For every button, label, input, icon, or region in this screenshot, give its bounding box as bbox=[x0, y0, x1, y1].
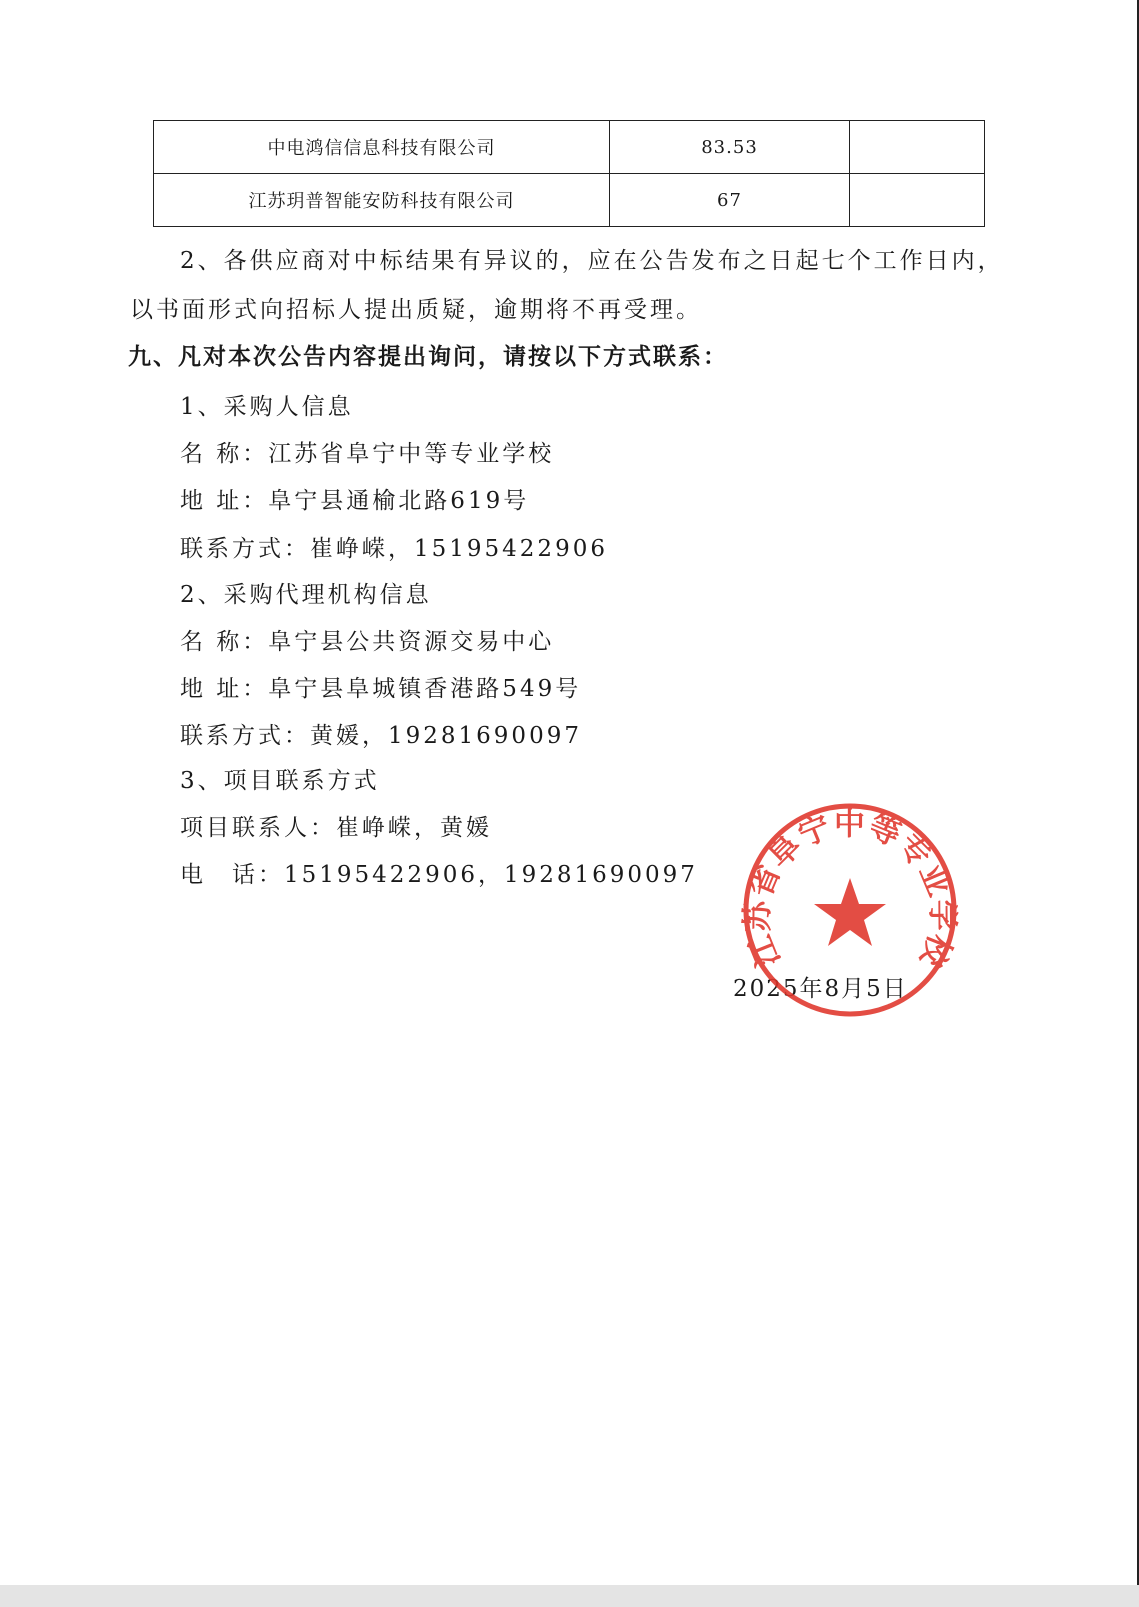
buyer-title: 1、采购人信息 bbox=[180, 394, 354, 420]
page-bottom-margin bbox=[0, 1585, 1139, 1607]
project-title: 3、项目联系方式 bbox=[180, 768, 380, 794]
svg-text:江苏省阜宁中等专业学校: 江苏省阜宁中等专业学校 bbox=[740, 806, 960, 973]
objection-paragraph-line2: 以书面形式向招标人提出质疑，逾期将不再受理。 bbox=[130, 297, 702, 323]
note-cell bbox=[850, 121, 985, 174]
note-cell bbox=[850, 174, 985, 227]
agency-contact: 联系方式：黄媛，19281690097 bbox=[180, 723, 582, 749]
score-cell: 67 bbox=[610, 174, 850, 227]
project-phone: 电 话：15195422906，19281690097 bbox=[180, 862, 698, 888]
agency-title: 2、采购代理机构信息 bbox=[180, 582, 432, 608]
score-cell: 83.53 bbox=[610, 121, 850, 174]
buyer-address: 地 址：阜宁县通榆北路619号 bbox=[180, 488, 530, 514]
buyer-contact: 联系方式：崔峥嵘，15195422906 bbox=[180, 536, 608, 562]
company-cell: 江苏玥普智能安防科技有限公司 bbox=[154, 174, 610, 227]
table-row bbox=[154, 121, 985, 174]
agency-name: 名 称：阜宁县公共资源交易中心 bbox=[180, 629, 555, 655]
section-heading: 九、凡对本次公告内容提出询问，请按以下方式联系： bbox=[128, 343, 728, 370]
buyer-name: 名 称：江苏省阜宁中等专业学校 bbox=[180, 441, 555, 467]
official-seal-icon bbox=[740, 800, 960, 1020]
project-person: 项目联系人：崔峥嵘，黄媛 bbox=[180, 815, 492, 841]
objection-paragraph-line1: 2、各供应商对中标结果有异议的，应在公告发布之日起七个工作日内， bbox=[180, 248, 1004, 274]
table-row bbox=[154, 174, 985, 227]
score-table bbox=[153, 120, 985, 227]
company-cell: 中电鸿信信息科技有限公司 bbox=[154, 121, 610, 174]
agency-address: 地 址：阜宁县阜城镇香港路549号 bbox=[180, 676, 582, 702]
issue-date: 2025年8月5日 bbox=[733, 976, 908, 1002]
